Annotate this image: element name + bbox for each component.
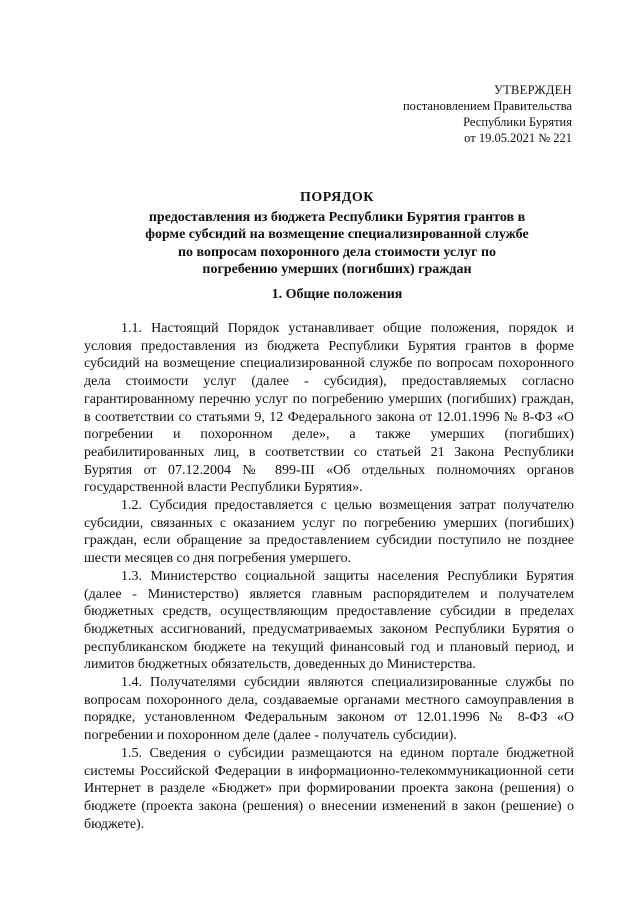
approval-stamp (403, 82, 572, 146)
paragraph-1-5: 1.5. Сведения о субсидии размещаются на едином портале бюджетной системы Российской Федерации в информационно-телекоммуникационной сети Интернет в разделе «Бюджет» при формировании проекта закона (решения) о бюджете (проекта закона (решения) о внесении изменений в закон (решение) о бюджете). (84, 745, 574, 832)
title-line-4: погребению умерших (погибших) граждан (202, 262, 472, 277)
approval-line-1: постановлением Правительства (402, 99, 572, 113)
title-line-1: предоставления из бюджета Республики Бурятия грантов в (148, 209, 526, 225)
section-heading: 1. Общие положения (271, 287, 403, 302)
paragraph-1-2: 1.2. Субсидия предоставляется с целью возмещения затрат получателю субсидии, связанных с оказанием услуг по погребению умерших (погибших) граждан, если обращение за предоставлением субсидии поступило не позднее шести месяцев со дня погребения умершего. (84, 498, 574, 567)
approval-heading: УТВЕРЖДЕН (493, 83, 572, 97)
document-title (84, 189, 590, 279)
paragraph-1-3: 1.3. Министерство социальной защиты населения Республики Бурятия (далее - Министерство) является главным распорядителем и получателем бюджетных средств, осуществляющим предоставление субсидии в пределах бюджетных ассигнований, предусматриваемых законом Республики Бурятия о республиканском бюджете на текущий финансовый год и плановый период, и лимитов бюджетных обязательств, доведенных до Министерства. (84, 568, 574, 673)
document-body (84, 320, 574, 833)
title-line-2: форме субсидий на возмещение специализированной службе (145, 227, 529, 242)
title-main: ПОРЯДОК (300, 190, 374, 205)
approval-line-3: от 19.05.2021 № 221 (464, 131, 572, 145)
title-line-3: по вопросам похоронного дела стоимости услуг по (177, 244, 497, 260)
paragraph-1-4: 1.4. Получателями субсидии являются специализированные службы по вопросам похоронного дела, создаваемые органами местного самоуправления в порядке, установленном Федеральным законом от 12.01.1996 № 8-ФЗ «О погребении и похоронном деле (далее - получатель субсидии). (84, 675, 574, 744)
approval-line-2: Республики Бурятия (463, 115, 572, 129)
paragraph-1-1: 1.1. Настоящий Порядок устанавливает общие положения, порядок и условия предоставления из бюджета Республики Бурятия грантов в форме субсидий на возмещение специализированной службе по вопросам похоронного дела стоимости услуг (далее - субсидия), предоставляемых согласно гарантированному перечню услуг по погребению умерших (погибших) граждан, в соответствии со статьями 9, 12 Федерального закона от 12.01.1996 № 8-ФЗ «О погребении и похоронном деле», а также умерших (погибших) реабилитированных лиц, в соответствии со статьей 21 Закона Республики Бурятия от 07.12.2004 № 899-III «Об отдельных полномочиях органов государственной власти Республики Бурятия». (84, 321, 574, 496)
